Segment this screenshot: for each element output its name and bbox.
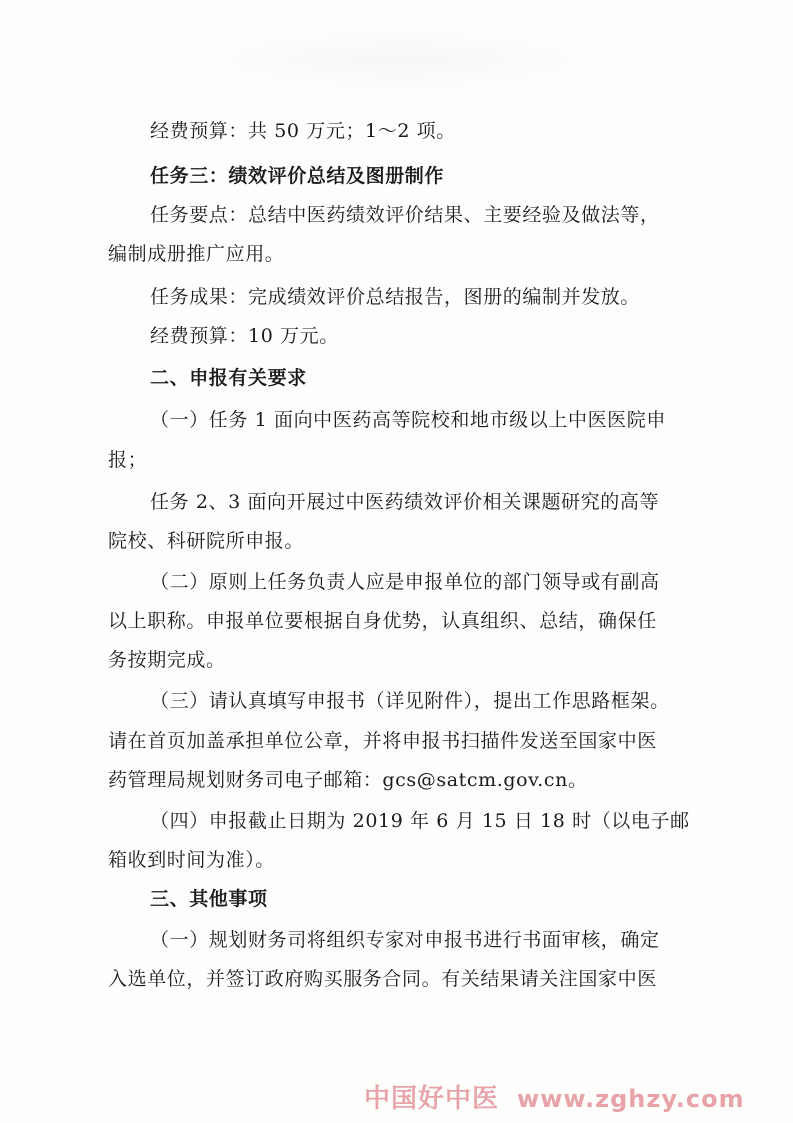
req1-line1: （一）任务 1 面向中医药高等院校和地市级以上中医医院申 <box>150 409 666 431</box>
watermark-url: www.zghzy.com <box>517 1085 745 1113</box>
req4-line1: （四）申报截止日期为 2019 年 6 月 15 日 18 时（以电子邮 <box>150 810 690 832</box>
req2-line2: 以上职称。申报单位要根据自身优势，认真组织、总结，确保任 <box>108 610 657 632</box>
site-watermark <box>364 1078 745 1115</box>
req2-line3: 务按期完成。 <box>108 649 226 671</box>
section2-heading: 二、申报有关要求 <box>150 367 307 389</box>
task3-budget: 经费预算：10 万元。 <box>150 325 339 347</box>
req2-line1: （二）原则上任务负责人应是申报单位的部门领导或有副高 <box>150 571 660 593</box>
other1-line2: 入选单位，并签订政府购买服务合同。有关结果请关注国家中医 <box>108 968 657 990</box>
req3-line2: 请在首页加盖承担单位公章，并将申报书扫描件发送至国家中医 <box>108 730 657 752</box>
section3-heading: 三、其他事项 <box>150 888 268 910</box>
req4-line2: 箱收到时间为准）。 <box>108 849 275 871</box>
req1-line2: 报； <box>108 449 148 471</box>
budget-line-task2: 经费预算：共 50 万元；1～2 项。 <box>150 120 456 142</box>
req3-line3: 药管理局规划财务司电子邮箱：gcs@satcm.gov.cn。 <box>108 769 588 791</box>
req3-line1: （三）请认真填写申报书（详见附件），提出工作思路框架。 <box>150 690 670 712</box>
req1b-line2: 院校、科研院所申报。 <box>108 530 305 552</box>
task3-heading: 任务三：绩效评价总结及图册制作 <box>150 165 445 187</box>
scan-artifact <box>220 30 580 90</box>
req1b-line1: 任务 2、3 面向开展过中医药绩效评价相关课题研究的高等 <box>150 491 660 513</box>
task3-points-line2: 编制成册推广应用。 <box>108 243 285 265</box>
task3-results: 任务成果：完成绩效评价总结报告，图册的编制并发放。 <box>150 286 641 308</box>
task3-points-line1: 任务要点：总结中医药绩效评价结果、主要经验及做法等， <box>150 204 660 226</box>
other1-line1: （一）规划财务司将组织专家对申报书进行书面审核，确定 <box>150 929 660 951</box>
watermark-brand: 中国好中医 <box>364 1084 500 1114</box>
